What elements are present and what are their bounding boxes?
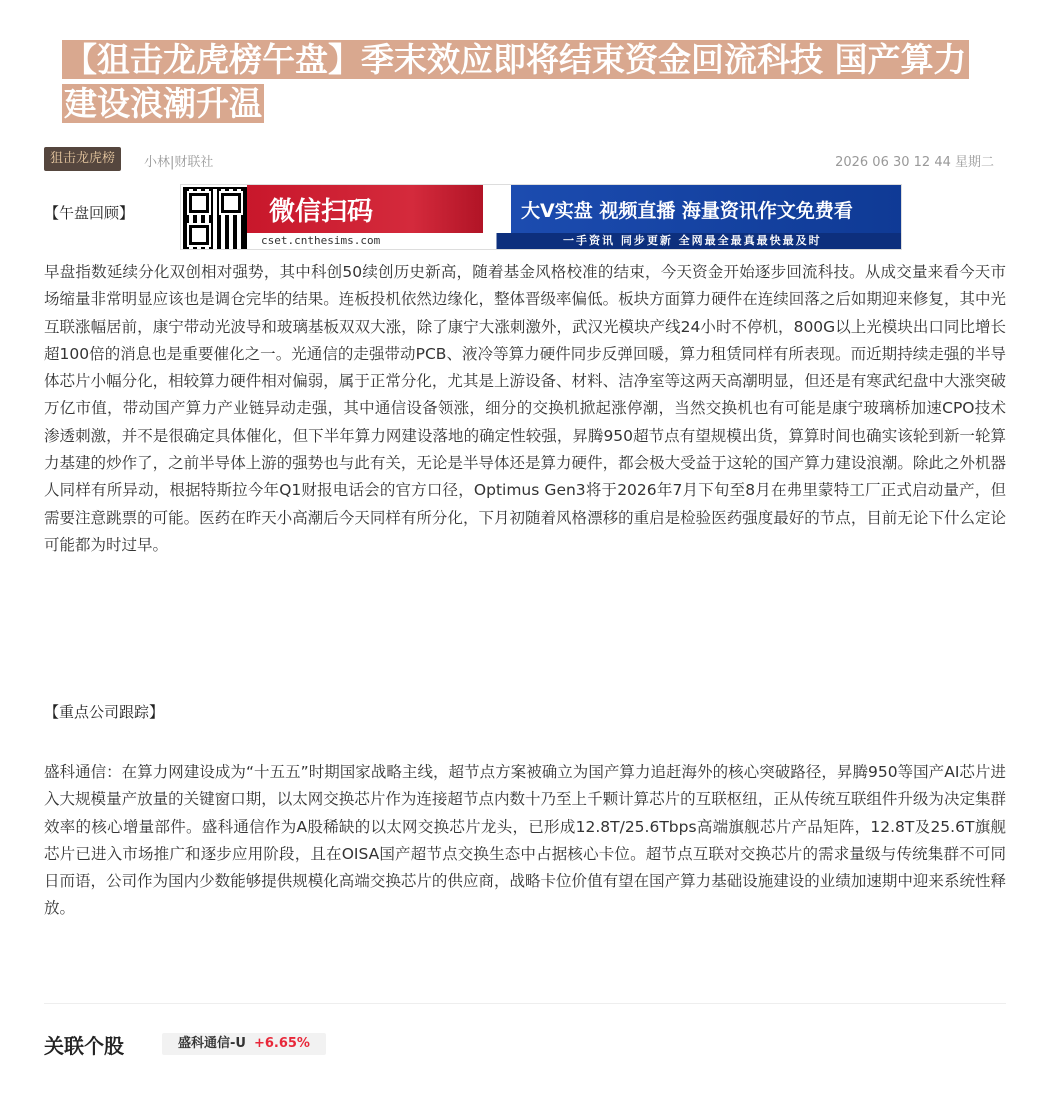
banner-red-panel (247, 185, 483, 233)
divider (44, 1003, 1006, 1004)
banner-subline: 一手资讯 同步更新 全网最全最真最快最及时 (563, 234, 822, 247)
section-heading-companies: 【重点公司跟踪】 (44, 703, 165, 721)
banner-footer (247, 233, 902, 249)
banner-blue-panel (511, 185, 902, 233)
article-meta (44, 145, 1006, 173)
article-title-text: 【狙击龙虎榜午盘】季末效应即将结束资金回流科技 国产算力建设浪潮升温 (64, 40, 967, 124)
stock-chip[interactable] (162, 1033, 326, 1055)
publish-date: 2026 06 30 12 44 星期二 (835, 155, 994, 170)
author-source: 小林|财联社 (144, 155, 214, 170)
banner-headline: 微信扫码 (269, 197, 374, 227)
ad-banner[interactable] (180, 184, 902, 250)
stock-name: 盛科通信-U (178, 1036, 246, 1051)
related-stocks-title: 关联个股 (44, 1034, 124, 1058)
review-paragraph: 早盘指数延续分化双创相对强势，其中科创50续创历史新高，随着基金风格校准的结束，今天资金开始逐步回流科技。从成交量来看今天市场缩量非常明显应该也是调仓完毕的结果。连板投机依然边缘化，整体晋级率偏低。板块方面算力硬件在连续回落之后如期迎来修复，其中光互联涨幅居前，康宁带动光波导和玻璃基板双双大涨，除了康宁大涨刺激外，武汉光模块产线24小时不停机，800G以上光模块出口同比增长超100倍的消息也是重要催化之一。光通信的走强带动PCB、液冷等算力硬件同步反弹回暖，算力租赁同样有所表现。而近期持续走强的半导体芯片小幅分化，相较算力硬件相对偏弱，属于正常分化，尤其是上游设备、材料、洁净室等这两天高潮明显，但还是有寒武纪盘中大涨突破万亿市值，带动国产算力产业链异动走强，其中通信设备领涨，细分的交换机掀起涨停潮，当然交换机也有可能是康宁玻璃桥加速CPO技术渗透刺激，并不是很确定具体催化，但下半年算力网建设落地的确定性较强，昇腾950超节点有望规模出货，算算时间也确实该轮到新一轮算力基建的炒作了，之前半导体上游的强势也与此有关，无论是半导体还是算力硬件，都会极大受益于这轮的国产算力建设浪潮。除此之外机器人同样有所异动，根据特斯拉今年Q1财报电话会的官方口径，Optimus Gen3将于2026年7月下旬至8月在弗里蒙特工厂正式启动量产，但需要注意跳票的可能。医药在昨天小高潮后今天同样有所分化，下月初随着风格漂移的重启是检验医药强度最好的节点，目前无论下什么定论可能都为时过早。 (44, 263, 1006, 554)
section-heading-review: 【午盘回顾】 (44, 204, 135, 222)
stock-change: +6.65% (253, 1036, 310, 1051)
banner-url: cset.cnthesims.com (261, 234, 381, 247)
banner-slogan: 大V实盘 视频直播 海量资讯作文免费看 (521, 200, 853, 222)
article-title (62, 38, 992, 126)
qr-code-icon (183, 187, 247, 250)
column-tag[interactable]: 狙击龙虎榜 (44, 147, 121, 171)
company-paragraph: 盛科通信：在算力网建设成为“十五五”时期国家战略主线，超节点方案被确立为国产算力追赶海外的核心突破路径，昇腾950等国产AI芯片进入大规模量产放量的关键窗口期，以太网交换芯片作为连接超节点内数十乃至上千颗计算芯片的互联枢纽，正从传统互联组件升级为决定集群效率的核心增量部件。盛科通信作为A股稀缺的以太网交换芯片龙头，已形成12.8T/25.6Tbps高端旗舰芯片产品矩阵，12.8T及25.6T旗舰芯片已进入市场推广和逐步应用阶段，且在OISA国产超节点交换生态中占据核心卡位。超节点互联对交换芯片的需求量级与传统集群不可同日而语，公司作为国内少数能够提供规模化高端交换芯片的供应商，战略卡位价值有望在国产算力基础设施建设的业绩加速期中迎来系统性释放。 (44, 763, 1006, 918)
